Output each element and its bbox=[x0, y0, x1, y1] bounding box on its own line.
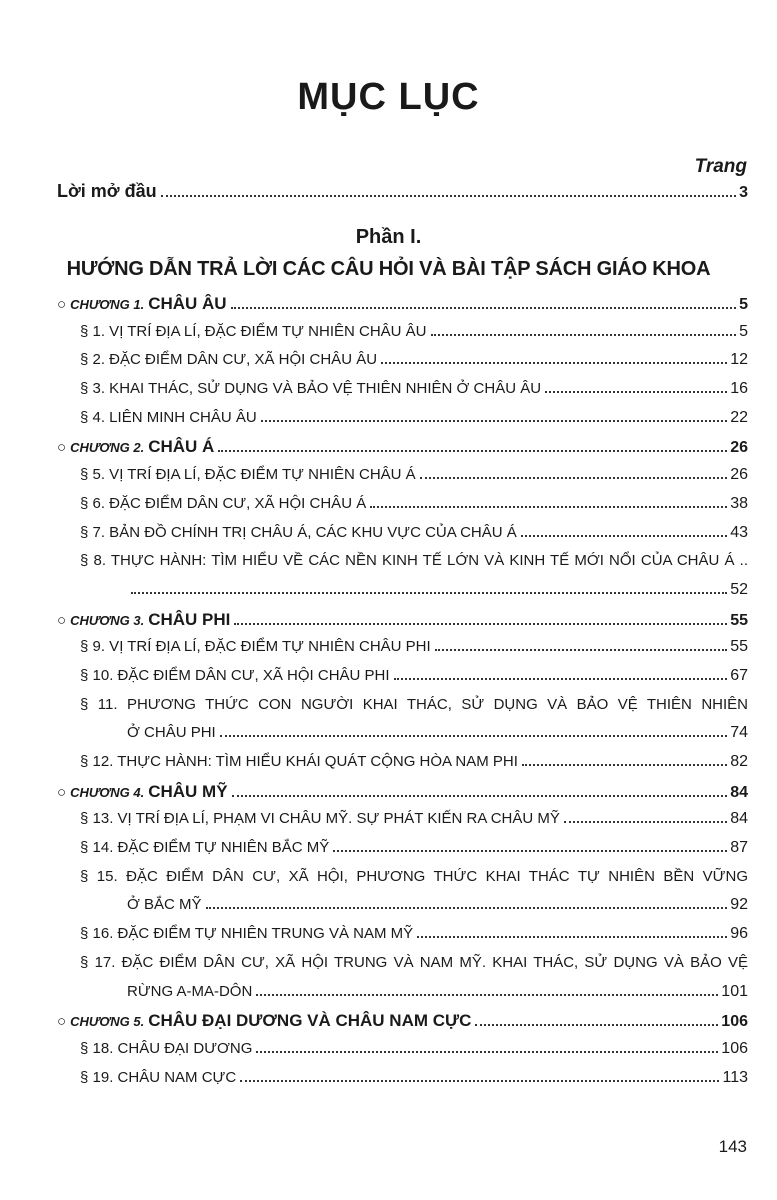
entry-page: 26 bbox=[730, 439, 748, 457]
entry-page: 96 bbox=[730, 925, 748, 943]
section-title: § 4. LIÊN MINH CHÂU ÂU bbox=[80, 408, 257, 426]
toc-section[interactable] bbox=[57, 696, 748, 725]
toc-section[interactable] bbox=[57, 839, 748, 868]
chapter-title: CHÂU MỸ bbox=[148, 781, 228, 801]
chapter-number: CHƯƠNG 4. bbox=[70, 784, 145, 800]
entry-page: 22 bbox=[730, 408, 748, 426]
dot-leader bbox=[206, 907, 728, 909]
page-title: MỤC LỤC bbox=[297, 76, 480, 118]
dot-leader bbox=[218, 450, 727, 452]
section-title: § 5. VỊ TRÍ ĐỊA LÍ, ĐẶC ĐIỂM TỰ NHIÊN CHÂU Á bbox=[80, 466, 416, 484]
toc-section[interactable] bbox=[57, 323, 748, 352]
toc-chapter[interactable] bbox=[57, 294, 748, 323]
entry-page: 26 bbox=[730, 466, 748, 484]
section-title-continued: Ở CHÂU PHI bbox=[127, 724, 216, 742]
toc-section-continuation[interactable] bbox=[57, 983, 748, 1012]
dot-leader bbox=[420, 477, 728, 479]
entry-page: 82 bbox=[730, 753, 748, 770]
dot-leader bbox=[370, 506, 727, 508]
chapter-number: CHƯƠNG 1. bbox=[70, 297, 145, 312]
dot-leader bbox=[220, 735, 727, 737]
chapter-title: CHÂU PHI bbox=[148, 609, 231, 629]
toc-section[interactable] bbox=[57, 753, 748, 782]
entry-page: 113 bbox=[722, 1068, 748, 1086]
dot-leader bbox=[240, 1080, 719, 1082]
toc-section-continuation[interactable] bbox=[57, 724, 748, 753]
chapter-number: CHƯƠNG 5. bbox=[70, 1014, 145, 1030]
section-title: § 8. THỰC HÀNH: TÌM HIỂU VỀ CÁC NỀN KINH TẾ LỚN VÀ KINH TẾ MỚI NỔI CỦA CHÂU Á .. bbox=[80, 552, 748, 570]
entry-page: 38 bbox=[730, 494, 748, 512]
section-title: § 7. BẢN ĐỒ CHÍNH TRỊ CHÂU Á, CÁC KHU VỰC CỦA CHÂU Á bbox=[80, 523, 517, 541]
toc-section[interactable] bbox=[57, 552, 748, 581]
toc-section-continuation[interactable] bbox=[57, 581, 748, 610]
entry-text: Lời mở đầu bbox=[57, 181, 157, 201]
toc-section[interactable] bbox=[57, 524, 748, 553]
dot-leader bbox=[475, 1024, 718, 1026]
chapter-number: CHƯƠNG 2. bbox=[70, 440, 145, 456]
circle-bullet-icon: ○ bbox=[57, 1013, 67, 1031]
dot-leader bbox=[231, 307, 737, 309]
toc-entry-intro[interactable] bbox=[57, 181, 748, 202]
toc-chapter[interactable] bbox=[57, 437, 748, 466]
dot-leader bbox=[256, 994, 718, 996]
page-number: 143 bbox=[718, 1137, 747, 1156]
section-title: § 2. ĐẶC ĐIỂM DÂN CƯ, XÃ HỘI CHÂU ÂU bbox=[80, 351, 378, 369]
circle-bullet-icon: ○ bbox=[57, 611, 67, 629]
dot-leader bbox=[417, 936, 727, 938]
toc-section[interactable] bbox=[57, 409, 748, 438]
toc-section[interactable] bbox=[57, 868, 748, 897]
chapter-title: CHÂU ÂU bbox=[148, 294, 227, 313]
dot-leader bbox=[261, 420, 727, 422]
section-title: § 10. ĐẶC ĐIỂM DÂN CƯ, XÃ HỘI CHÂU PHI bbox=[80, 666, 390, 684]
page-column-label: Trang bbox=[694, 156, 747, 177]
dot-leader bbox=[522, 764, 727, 766]
entry-page: 67 bbox=[730, 666, 748, 684]
toc-section[interactable] bbox=[57, 351, 748, 380]
section-title: § 18. CHÂU ĐẠI DƯƠNG bbox=[80, 1039, 253, 1057]
toc-section[interactable] bbox=[57, 954, 748, 983]
entry-page: 52 bbox=[730, 580, 748, 598]
entry-page: 84 bbox=[730, 783, 748, 801]
entry-page: 101 bbox=[721, 982, 748, 1000]
toc-section[interactable] bbox=[57, 667, 748, 696]
toc-section-continuation[interactable] bbox=[57, 896, 748, 925]
section-title: § 9. VỊ TRÍ ĐỊA LÍ, ĐẶC ĐIỂM TỰ NHIÊN CHÂU PHI bbox=[80, 638, 431, 656]
table-of-contents bbox=[57, 294, 748, 1097]
toc-chapter[interactable] bbox=[57, 610, 748, 639]
circle-bullet-icon: ○ bbox=[57, 439, 67, 457]
chapter-number: CHƯƠNG 3. bbox=[70, 612, 145, 628]
dot-leader bbox=[564, 821, 727, 823]
entry-page: 74 bbox=[730, 724, 748, 742]
entry-page: 106 bbox=[721, 1039, 748, 1057]
section-title-continued: Ở BẮC MỸ bbox=[127, 896, 202, 914]
circle-bullet-icon: ○ bbox=[57, 783, 67, 801]
entry-page: 5 bbox=[739, 322, 748, 340]
part-label: Phần I. bbox=[355, 226, 422, 248]
entry-page: 5 bbox=[739, 296, 748, 313]
section-title: § 15. ĐẶC ĐIỂM DÂN CƯ, XÃ HỘI, PHƯƠNG THỨC KHAI THÁC TỰ NHIÊN BỀN VỮNG bbox=[80, 867, 748, 885]
dot-leader bbox=[333, 850, 727, 852]
dot-leader bbox=[256, 1051, 718, 1053]
section-title: § 19. CHÂU NAM CỰC bbox=[80, 1068, 237, 1086]
section-title: § 11. PHƯƠNG THỨC CON NGƯỜI KHAI THÁC, SỬ DỤNG VÀ BẢO VỆ THIÊN NHIÊN bbox=[80, 695, 748, 713]
dot-leader bbox=[381, 362, 727, 364]
dot-leader bbox=[131, 592, 727, 594]
toc-section[interactable] bbox=[57, 466, 748, 495]
toc-section[interactable] bbox=[57, 380, 748, 409]
section-title: § 16. ĐẶC ĐIỂM TỰ NHIÊN TRUNG VÀ NAM MỸ bbox=[80, 925, 414, 943]
toc-chapter[interactable] bbox=[57, 782, 748, 811]
dot-leader bbox=[521, 535, 727, 537]
toc-section[interactable] bbox=[57, 810, 748, 839]
dot-leader bbox=[161, 195, 736, 197]
section-title: § 13. VỊ TRÍ ĐỊA LÍ, PHẠM VI CHÂU MỸ. SỰ PHÁT KIẾN RA CHÂU MỸ bbox=[80, 810, 560, 828]
chapter-title: CHÂU Á bbox=[148, 437, 215, 457]
entry-page: 43 bbox=[730, 523, 748, 541]
circle-bullet-icon: ○ bbox=[57, 296, 67, 313]
entry-page: 3 bbox=[739, 184, 748, 201]
entry-page: 84 bbox=[730, 810, 748, 828]
toc-section[interactable] bbox=[57, 495, 748, 524]
section-title: § 1. VỊ TRÍ ĐỊA LÍ, ĐẶC ĐIỂM TỰ NHIÊN CHÂU ÂU bbox=[80, 322, 427, 340]
toc-section[interactable] bbox=[57, 1069, 748, 1098]
dot-leader bbox=[232, 795, 728, 797]
toc-section[interactable] bbox=[57, 1040, 748, 1069]
entry-page: 16 bbox=[730, 380, 748, 398]
toc-chapter[interactable] bbox=[57, 1011, 748, 1040]
entry-page: 87 bbox=[730, 839, 748, 857]
section-title: § 12. THỰC HÀNH: TÌM HIỂU KHÁI QUÁT CỘNG HÒA NAM PHI bbox=[80, 753, 518, 770]
section-title: § 6. ĐẶC ĐIỂM DÂN CƯ, XÃ HỘI CHÂU Á bbox=[80, 494, 367, 512]
toc-section[interactable] bbox=[57, 925, 748, 954]
part-heading: HƯỚNG DẪN TRẢ LỜI CÁC CÂU HỎI VÀ BÀI TẬP SÁCH GIÁO KHOA bbox=[66, 258, 711, 280]
chapter-title: CHÂU ĐẠI DƯƠNG VÀ CHÂU NAM CỰC bbox=[148, 1011, 472, 1031]
section-title: § 14. ĐẶC ĐIỂM TỰ NHIÊN BẮC MỸ bbox=[80, 839, 330, 857]
dot-leader bbox=[431, 334, 737, 336]
entry-page: 12 bbox=[730, 351, 748, 369]
section-title: § 17. ĐẶC ĐIỂM DÂN CƯ, XÃ HỘI TRUNG VÀ NAM MỸ. KHAI THÁC, SỬ DỤNG VÀ BẢO VỆ bbox=[80, 953, 748, 971]
entry-page: 106 bbox=[721, 1013, 748, 1031]
dot-leader bbox=[435, 649, 728, 651]
entry-page: 55 bbox=[730, 611, 748, 629]
dot-leader bbox=[234, 623, 727, 625]
toc-section[interactable] bbox=[57, 638, 748, 667]
section-title: § 3. KHAI THÁC, SỬ DỤNG VÀ BẢO VỆ THIÊN NHIÊN Ở CHÂU ÂU bbox=[80, 380, 542, 398]
dot-leader bbox=[545, 391, 727, 393]
dot-leader bbox=[394, 678, 728, 680]
entry-page: 92 bbox=[730, 896, 748, 914]
section-title-continued: RỪNG A-MA-DÔN bbox=[127, 982, 253, 1000]
entry-page: 55 bbox=[730, 638, 748, 656]
